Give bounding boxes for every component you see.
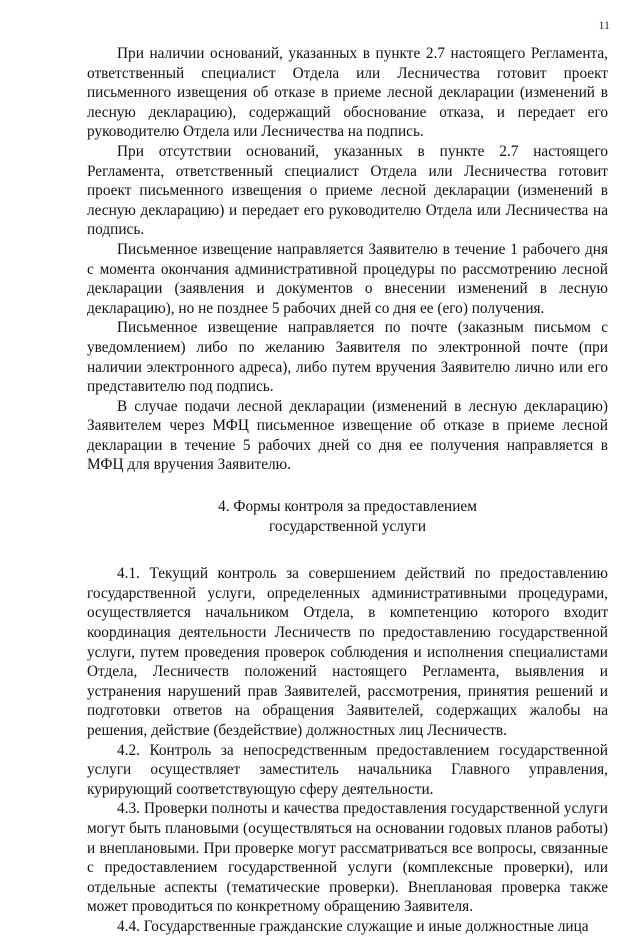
paragraph: В случае подачи лесной декларации (изменений в лесную декларацию) Заявителем через МФЦ письменное извещение об отказе в приеме лесной декларации в течение 5 рабочих дней со дня ее получения направляется в МФЦ для вручения Заявителю. xyxy=(87,397,608,474)
paragraph: 4.1. Текущий контроль за совершением действий по предоставлению государственной услуги, определенных административными процедурами, осуществляется начальником Отдела, в компетенцию которого входит координация деятельности Лесничеств по предоставлению государственной услуги, путем проведения проверок соблюдения и исполнения специалистами Отдела, Лесничеств положений настоящего Регламента, выявления и устранения нарушений прав Заявителей, рассмотрения, принятия решений и подготовки ответов на обращения Заявителей, содержащих жалобы на решения, действие (бездействие) должностных лиц Лесничеств. xyxy=(87,565,608,739)
paragraph: 4.4. Государственные гражданские служащие и иные должностные лица xyxy=(117,917,589,935)
paragraph: При наличии оснований, указанных в пункте 2.7 настоящего Регламента, ответственный специалист Отдела или Лесничества готовит проект письменного извещения об отказе в приеме лесной декларации (изменений в лесную декларацию), содержащий обоснование отказа, и передает его руководителю Отдела или Лесничества на подпись. xyxy=(87,45,608,141)
document-body xyxy=(87,44,608,937)
page-number: 11 xyxy=(598,18,610,32)
paragraph: Письменное извещение направляется Заявителю в течение 1 рабочего дня с момента окончания административной процедуры по рассмотрению лесной декларации (заявления и документов о внесении изменений в лесную декларацию), но не позднее 5 рабочих дней со дня ее (его) получения. xyxy=(87,240,608,317)
section-heading-line: 4. Формы контроля за предоставлением xyxy=(218,498,477,516)
paragraph: При отсутствии оснований, указанных в пункте 2.7 настоящего Регламента, ответственный специалист Отдела или Лесничества готовит проект письменного извещения о приеме лесной декларации (изменений в лесную декларацию) и передает его руководителю Отдела или Лесничества на подпись. xyxy=(87,142,608,239)
section-heading-line: государственной услуги xyxy=(268,517,427,535)
section-heading xyxy=(87,497,608,536)
paragraph: 4.2. Контроль за непосредственным предоставлением государственной услуги осуществляет заместитель начальника Главного управления, курирующий соответствующую сферу деятельности. xyxy=(87,741,608,798)
paragraph: Письменное извещение направляется по почте (заказным письмом с уведомлением) либо по желанию Заявителя по электронной почте (при наличии электронного адреса), либо путем вручения Заявителю лично или его представителю под подпись. xyxy=(87,319,608,396)
paragraph: 4.3. Проверки полноты и качества предоставления государственной услуги могут быть плановыми (осуществляться на основании годовых планов работы) и внеплановыми. При проверке могут рассматриваться все вопросы, связанные с предоставлением государственной услуги (комплексные проверки), или отдельные аспекты (тематические проверки). Внеплановая проверка также может проводиться по конкретному обращению Заявителя. xyxy=(87,800,608,916)
